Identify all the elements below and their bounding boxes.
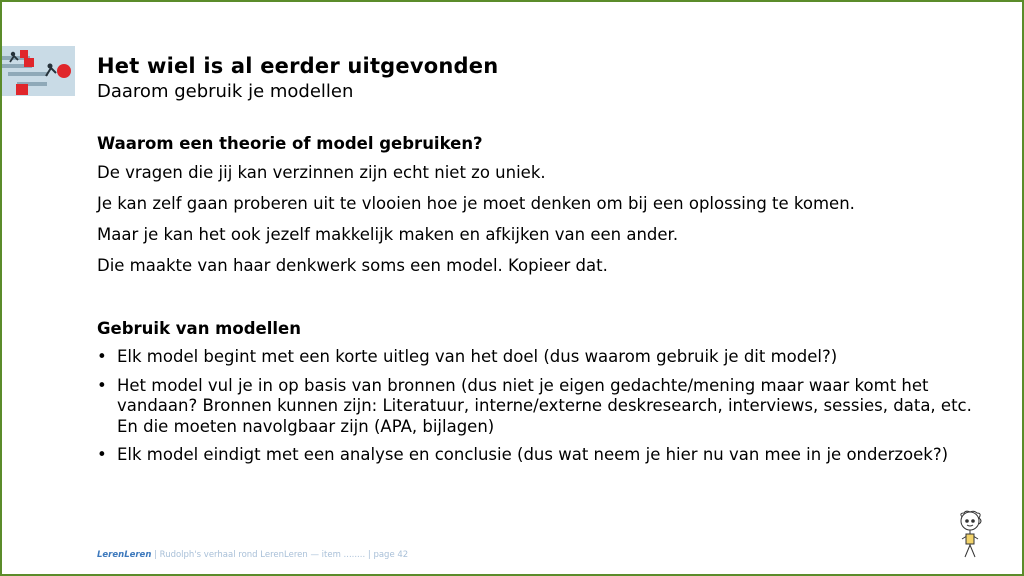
slide-title: Het wiel is al eerder uitgevonden: [97, 54, 499, 78]
footer-page-number: page 42: [373, 550, 409, 560]
list-item: [97, 376, 977, 438]
section-heading-model-usage: Gebruik van modellen: [97, 319, 301, 338]
bullet-icon: •: [97, 375, 107, 395]
paragraph: Die maakte van haar denkwerk soms een model. Kopieer dat.: [97, 256, 608, 275]
list-item: [97, 445, 977, 466]
bullet-icon: •: [97, 347, 107, 366]
list-item-text: Elk model eindigt met een analyse en conclusie (dus wat neem je hier nu van mee in je onderzoek?): [117, 445, 949, 464]
list-item: [97, 347, 977, 368]
mascot-icon: [953, 510, 987, 560]
list-item-text: Het model vul je in op basis van bronnen (dus niet je eigen gedachte/mening maar waar komt het vandaan? Bronnen kunnen zijn: Literatuur, interne/externe deskresearch, interviews, sessies, data, etc. En die moeten navolgbaar zijn (APA, bijlagen): [117, 375, 972, 436]
logo-icon: [2, 46, 75, 96]
footer-separator: |: [154, 550, 157, 560]
section-heading-why-model: Waarom een theorie of model gebruiken?: [97, 134, 483, 153]
bullet-icon: •: [97, 445, 107, 464]
slide-content: [97, 134, 977, 474]
footer-story: Rudolph's verhaal rond LerenLeren — item ........: [159, 550, 366, 560]
list-item-text: Elk model begint met een korte uitleg van het doel (dus waarom gebruik je dit model?): [117, 347, 838, 366]
footer: [97, 550, 408, 560]
footer-separator: |: [367, 550, 371, 560]
paragraph: Je kan zelf gaan proberen uit te vlooien hoe je moet denken om bij een oplossing te komen.: [97, 194, 855, 213]
slide-subtitle: Daarom gebruik je modellen: [97, 81, 354, 102]
paragraph: De vragen die jij kan verzinnen zijn echt niet zo uniek.: [97, 163, 546, 182]
bullet-list: [97, 347, 977, 466]
paragraph: Maar je kan het ook jezelf makkelijk maken en afkijken van een ander.: [97, 225, 679, 244]
footer-brand: LerenLeren: [97, 550, 152, 560]
